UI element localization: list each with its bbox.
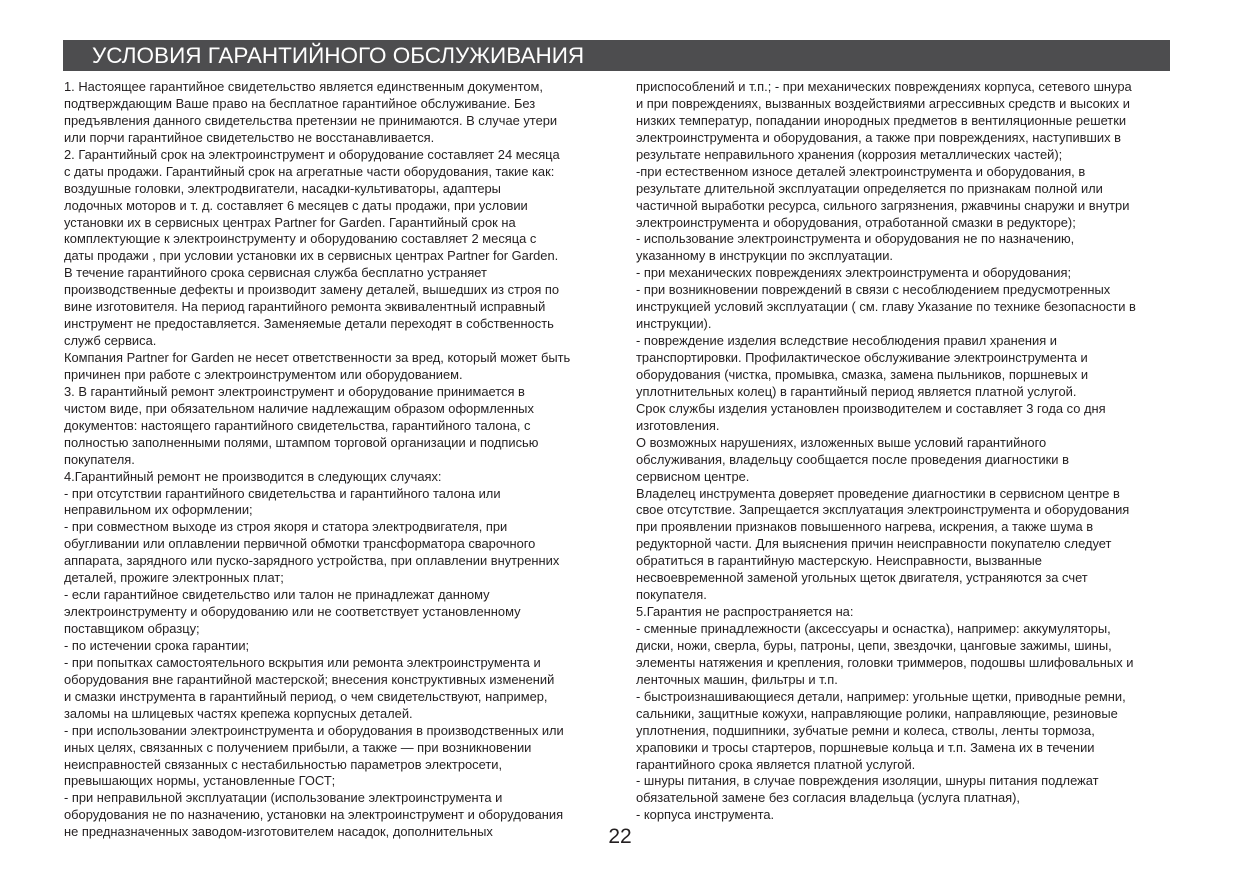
text-line: неисправностей связанных с нестабильностью параметров электросети, [64,756,503,772]
text-line: В течение гарантийного срока сервисная служба бесплатно устраняет [64,265,487,281]
text-line: - шнуры питания, в случае повреждения изоляции, шнуры питания подлежат [636,773,1099,789]
text-line: - при механических повреждениях электроинструмента и оборудования; [636,265,1072,281]
section-header-bar [63,40,1170,71]
text-line: при проявлении признаков повышенного нагрева, искрения, а также шума в [636,519,1094,535]
text-line: храповики и тросы стартеров, поршневые кольца и т.п. Замена их в течении [636,739,1095,755]
page-number: 22 [608,825,632,848]
text-line: превышающих нормы, установленные ГОСТ; [64,773,336,789]
text-line: оборудования вне гарантийной мастерской; внесения конструктивных изменений [64,671,555,687]
text-line: -при естественном износе деталей электроинструмента и оборудования, в [636,163,1086,179]
text-line: результате неправильного хранения (коррозия металлических частей); [636,146,1063,162]
text-line: транспортировки. Профилактическое обслуживание электроинструмента и [636,350,1088,365]
text-line: изготовления. [636,417,720,433]
text-line: уплотнения, подшипники, зубчатые ремни и колеса, стволы, ленты тормоза, [636,722,1095,738]
text-line: предъявления данного свидетельства претензии не принимаются. В случае утери [64,112,558,128]
text-line: обугливании или оплавлении первичной обмотки трансформатора сварочного [64,536,536,552]
text-line: элементы натяжения и крепления, головки триммеров, подошвы шлифовальных и [636,654,1134,670]
text-line: неправильном их оформлении; [64,502,253,518]
text-line: - использование электроинструмента и оборудования не по назначению, [636,231,1075,247]
text-line: диски, ножи, сверла, буры, патроны, цепи, звездочки, цанговые зажимы, шины, [636,637,1112,653]
text-line: - корпуса инструмента. [636,807,775,823]
text-line: - при использовании электроинструмента и оборудования в производственных или [64,722,564,738]
text-line: сальники, защитные кожухи, направляющие ролики, направляющие, резиновые [636,705,1118,721]
text-line: - при возникновении повреждений в связи с несоблюдением предусмотренных [636,282,1111,298]
text-line: аппарата, зарядного или пуско-зарядного устройства, при оплавлении внутренних [64,553,560,569]
text-line: Срок службы изделия установлен производителем и составляет 3 года со дня [636,400,1106,416]
text-line: 5.Гарантия не распространяется на: [636,604,854,620]
text-line: Владелец инструмента доверяет проведение диагностики в сервисном центре в [636,485,1120,501]
text-line: чистом виде, при обязательном наличие надлежащим образом оформленных [64,400,534,416]
text-line: - сменные принадлежности (аксессуары и оснастка), например: аккумуляторы, [636,621,1111,636]
text-line: частичной выработки ресурса, сильного загрязнения, ржавчины снаружи и внутри [636,197,1130,213]
text-line: покупателя. [636,587,707,603]
text-line: 3. В гарантийный ремонт электроинструмент и оборудование принимается в [64,383,525,399]
text-line: ленточных машин, фильтры и т.п. [636,671,838,687]
section-title: УСЛОВИЯ ГАРАНТИЙНОГО ОБСЛУЖИВАНИЯ [92,43,585,68]
text-line: результате длительной эксплуатации определяется по признакам полной или [636,180,1103,196]
text-line: уплотнительных колец) в гарантийный период является платной услугой. [636,383,1077,399]
text-line: электроинструмента и оборудования, а также при повреждениях, наступивших в [636,129,1121,145]
text-line: обслуживания, владельцу сообщается после проведения диагностики в [636,451,1069,467]
text-line: гарантийного срока является платной услугой. [636,756,916,772]
text-line: приспособлений и т.п.; - при механических повреждениях корпуса, сетевого шнура [636,79,1132,94]
text-line: - при отсутствии гарантийного свидетельства и гарантийного талона или [64,485,501,501]
text-line: указанному в инструкции по эксплуатации. [636,248,894,264]
text-line: деталей, прожиге электронных плат; [64,570,284,586]
text-line: - по истечении срока гарантии; [64,637,250,653]
text-line: причинен при работе с электроинструментом или оборудованием. [64,366,463,382]
text-line: подтверждающим Ваше право на бесплатное гарантийное обслуживание. Без [64,95,536,111]
text-line: документов: настоящего гарантийного свидетельства, гарантийного талона, с [64,417,531,433]
text-line: или порчи гарантийное свидетельство не восстанавливается. [64,129,435,145]
text-line: даты продажи , при условии установки их в сервисных центрах Partner for Garden. [64,248,559,264]
text-line: 1. Настоящее гарантийное свидетельство является единственным документом, [64,79,543,94]
text-line: электроинструмента и оборудования, отработанной смазки в редукторе); [636,214,1076,230]
text-line: инструмент не предоставляется. Заменяемые детали переходят в собственность [64,316,554,332]
text-line: установки их в сервисных центрах Partner for Garden. Гарантийный срок на [64,214,516,230]
text-line: - при попытках самостоятельного вскрытия или ремонта электроинструмента и [64,654,541,670]
right-text-column [636,79,1136,824]
text-line: низких температур, попадании инородных предметов в вентиляционные решетки [636,112,1127,128]
text-line: 4.Гарантийный ремонт не производится в следующих случаях: [64,468,442,484]
text-line: оборудования не по назначению, установки на электроинструмент и оборудования [64,807,564,823]
text-line: электроинструменту и оборудованию или не соответствует установленному [64,604,521,620]
text-line: лодочных моторов и т. д. составляет 6 месяцев с даты продажи, при условии [64,197,528,213]
text-line: инструкции). [636,316,712,332]
text-line: обязательной замене без согласия владельца (услуга платная), [636,790,1021,806]
text-line: и при повреждениях, вызванных воздействиями агрессивных средств и высоких и [636,95,1130,111]
text-line: производственные дефекты и производит замену деталей, вышедших из строя по [64,282,560,298]
text-line: свое отсутствие. Запрещается эксплуатация электроинструмента и оборудования [636,502,1130,518]
text-line: оборудования (чистка, промывка, смазка, замена пыльников, поршневых и [636,366,1089,382]
text-line: комплектующие к электроинструменту и оборудованию составляет 2 месяца с [64,231,537,247]
text-line: 2. Гарантийный срок на электроинструмент и оборудование составляет 24 месяца [64,146,560,162]
text-line: иных целях, связанных с получением прибыли, а также — при возникновении [64,739,532,755]
text-line: обратиться в гарантийную мастерскую. Неисправности, вызванные [636,553,1042,569]
text-line: воздушные головки, электродвигатели, насадки-культиваторы, адаптеры [64,180,501,196]
text-line: - быстроизнашивающиеся детали, например: угольные щетки, приводные ремни, [636,688,1126,704]
text-line: Компания Partner for Garden не несет ответственности за вред, который может быть [64,350,571,365]
text-line: вине изготовителя. На период гарантийного ремонта эквивалентный исправный [64,299,546,315]
text-line: - если гарантийное свидетельство или талон не принадлежат данному [64,587,490,603]
text-line: - при неправильной эксплуатации (использование электроинструмента и [64,790,503,806]
text-line: заломы на шлицевых частях крепежа корпусных деталей. [64,705,413,721]
text-line: с даты продажи. Гарантийный срок на агрегатные части оборудования, такие как: [64,163,555,179]
text-line: полностью заполненными полями, штампом торговой организации и подписью [64,434,539,450]
text-line: и смазки инструмента в гарантийный период, о чем свидетельствуют, например, [64,688,548,704]
text-line: покупателя. [64,451,135,467]
text-line: несвоевременной заменой угольных щеток двигателя, устраняются за счет [636,570,1088,586]
left-text-column [64,79,570,841]
text-line: О возможных нарушениях, изложенных выше условий гарантийного [636,434,1047,450]
text-line: - повреждение изделия вследствие несоблюдения правил хранения и [636,333,1058,349]
text-line: служб сервиса. [64,333,157,349]
text-line: - при совместном выходе из строя якоря и статора электродвигателя, при [64,519,508,535]
text-line: сервисном центре. [636,468,750,484]
text-line: редукторной части. Для выяснения причин неисправности покупателю следует [636,536,1112,552]
text-line: не предназначенных заводом-изготовителем насадок, дополнительных [64,824,493,840]
text-line: инструкцией условий эксплуатации ( см. главу Указание по технике безопасности в [636,299,1136,315]
text-line: поставщиком образцу; [64,621,200,636]
